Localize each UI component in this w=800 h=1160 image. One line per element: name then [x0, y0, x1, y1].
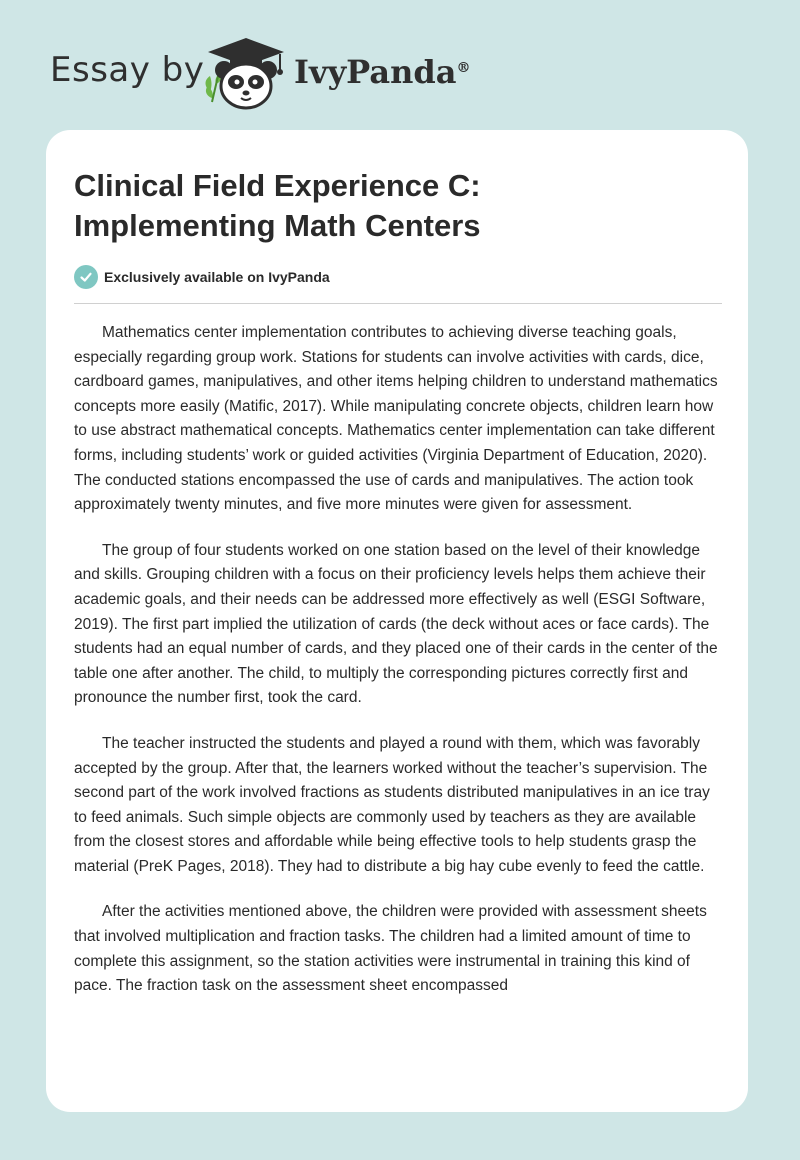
essay-card — [46, 130, 748, 1112]
paragraph-3: The teacher instructed the students and played a round with them, which was favorably accepted by the group. After that, the learners worked without the teacher’s supervision. The second part of the work involved fractions as students distributed manipulatives in an ice tray to feed animals. Such simple objects are commonly used by teachers as they are available from the closest stores and affordable while being effective tools to help students grasp the material (PreK Pages, 2018). They had to distribute a big hay cube evenly to feed the cattle. — [74, 734, 710, 875]
panda-logo-icon[interactable] — [200, 36, 292, 112]
essay-body — [74, 321, 726, 1020]
essay-by-label: Essay by — [50, 50, 205, 90]
brand-text: IvyPanda — [294, 53, 457, 91]
paragraph-4: After the activities mentioned above, the children were provided with assessment sheets that involved multiplication and fraction tasks. The children had a limited amount of time to complete this assignment, so the station activities were instrumental in training this kind of pace. The fraction task on the assessment sheet encompassed — [74, 903, 707, 995]
paragraph-2: The group of four students worked on one station based on the level of their knowledge and skills. Grouping children with a focus on their proficiency levels helps them achieve their academic goals, and their needs can be addressed more effectively as well (ESGI Software, 2019). The first part implied the utilization of cards (the deck without aces or face cards). The students had an equal number of cards, and they placed one of their cards in the center of the table one after another. The child, to multiply the corresponding pictures correctly first and pronounce the number first, took the card. — [74, 541, 718, 707]
paragraph-1: Mathematics center implementation contributes to achieving diverse teaching goals, especially regarding group work. Stations for students can involve activities with cards, dice, cardboard games, manipulatives, and other items helping children to understand mathematics concepts more easily (Matific, 2017). While manipulating concrete objects, children learn how to use abstract mathematical concepts. Mathematics center implementation can take different forms, including students’ work or guided activities (Virginia Department of Education, 2020). The conducted stations encompassed the use of cards and manipulatives. The action took approximately twenty minutes, and five more minutes were given for assessment. — [74, 324, 718, 514]
essay-title — [74, 166, 714, 246]
title-divider — [74, 303, 722, 304]
exclusive-badge — [74, 264, 330, 290]
check-icon — [74, 265, 98, 289]
exclusive-badge-text: Exclusively available on IvyPanda — [104, 269, 330, 285]
title-line-1: Clinical Field Experience C: — [74, 168, 481, 203]
brand-name[interactable] — [294, 52, 470, 92]
registered-mark: ® — [456, 60, 471, 76]
title-line-2: Implementing Math Centers — [74, 208, 481, 243]
site-header — [0, 0, 800, 130]
